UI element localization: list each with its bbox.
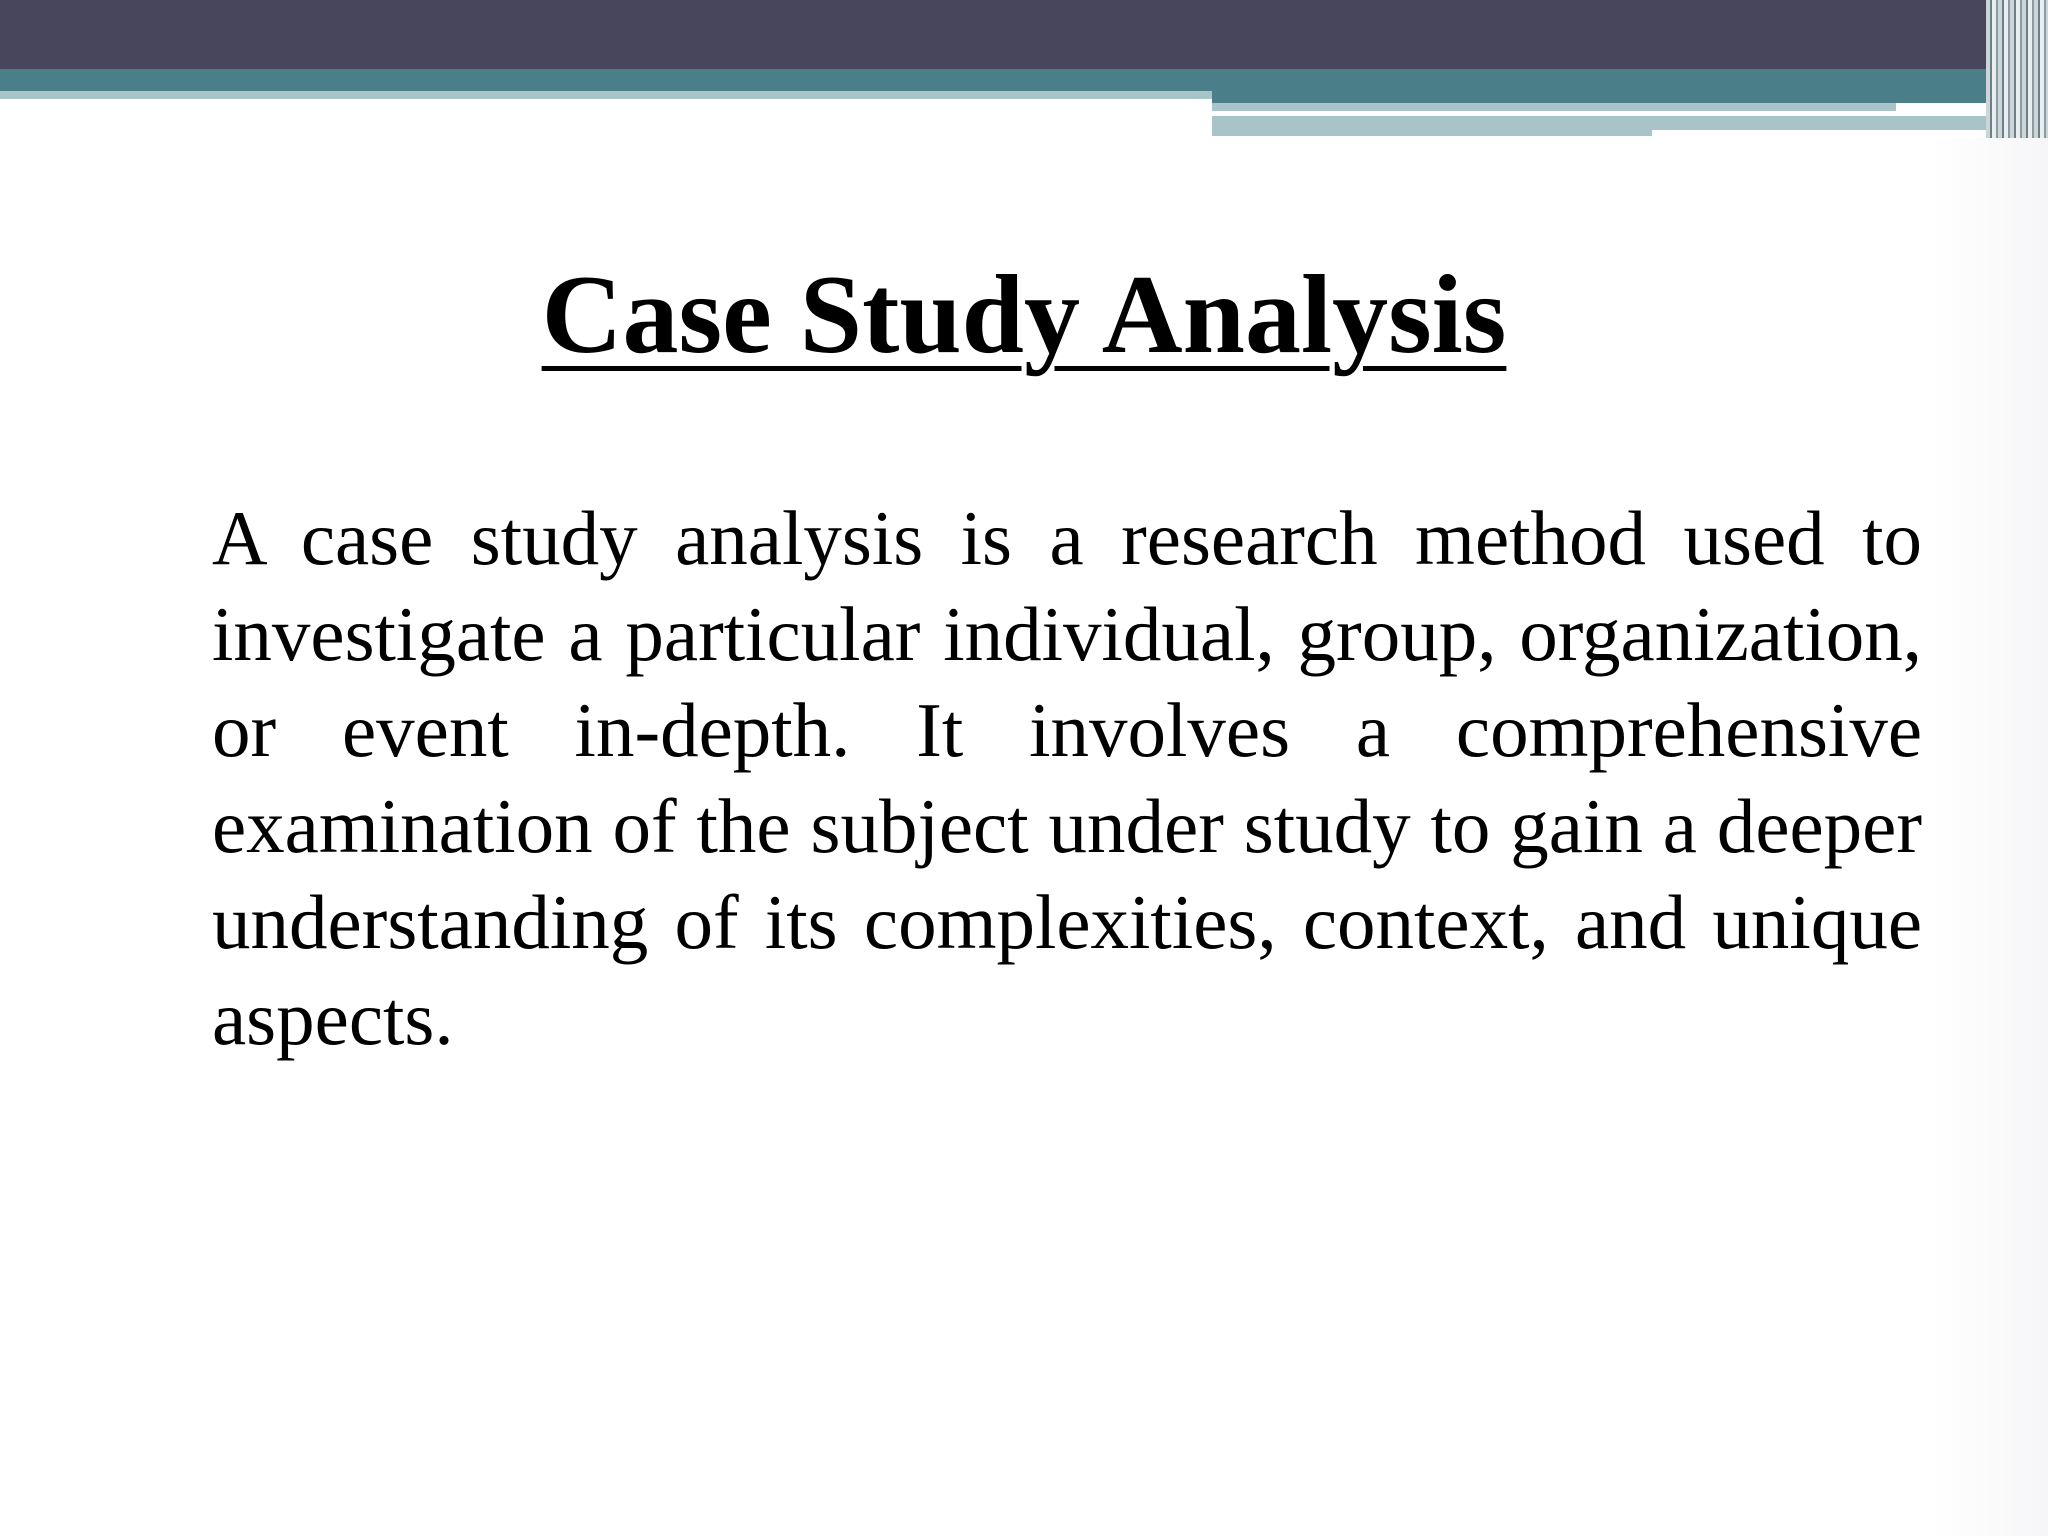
header-band-light-right-tail [1652, 116, 1992, 130]
header-corner-stripes [1986, 0, 2048, 138]
header-band-teal-right [1212, 91, 2048, 103]
header-band-dark [0, 0, 2048, 69]
header-band-light-right-upper [1212, 103, 1896, 111]
slide-body-text: A case study analysis is a research method used to investigate a particular individual, group, organization, or event in-depth. It involves a comprehensive examination of the subject under study to gain a deeper understanding of its complexities, context, and unique aspects. [212, 495, 1922, 1061]
header-band-light-left [0, 91, 1212, 99]
slide-title [0, 250, 2048, 380]
slide-title-text: Case Study Analysis [541, 253, 1507, 377]
header-band-light-right-lower [1212, 116, 1652, 136]
header-band-teal [0, 69, 2048, 91]
